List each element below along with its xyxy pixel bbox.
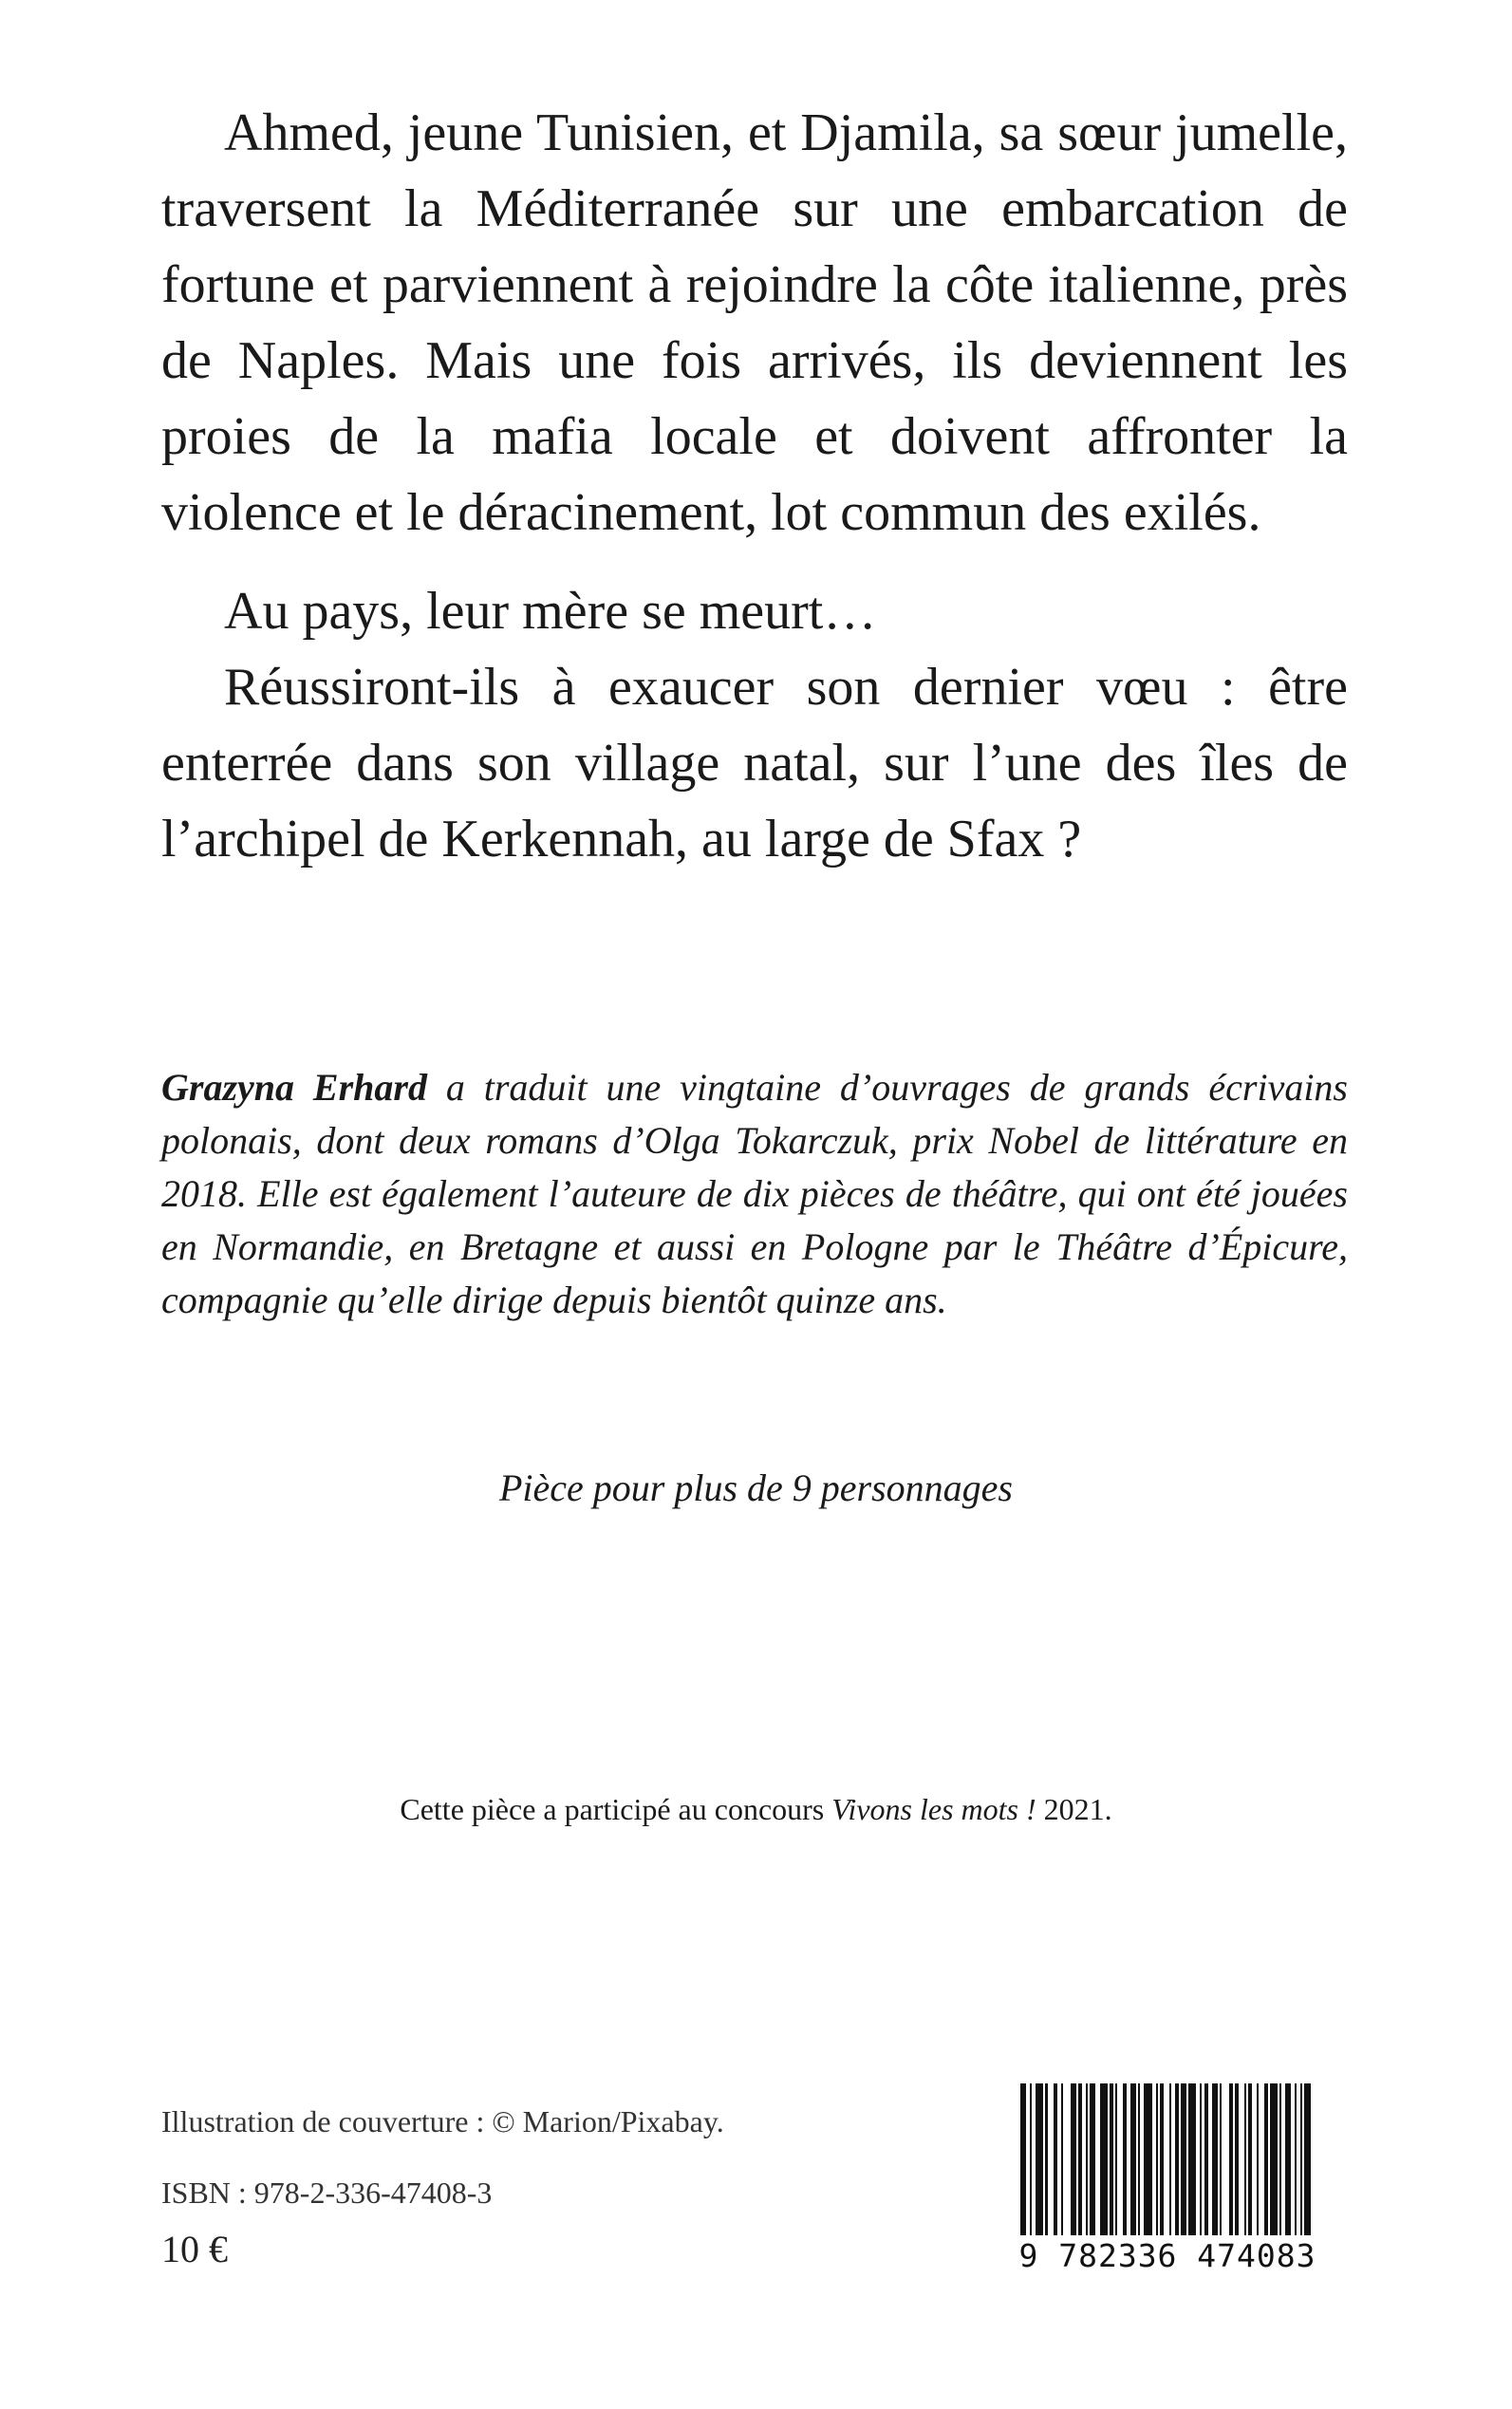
contest-suffix: 2021. <box>1036 1792 1112 1826</box>
cover-credit: Illustration de couverture : © Marion/Pixabay. <box>161 2104 724 2138</box>
barcode-bar <box>1063 2083 1071 2235</box>
contest-note <box>0 1788 1512 1830</box>
price: 10 € <box>161 2228 228 2270</box>
barcode-digits: 9 782336 474083 <box>1018 2237 1316 2274</box>
barcode-bar <box>1222 2083 1229 2235</box>
barcode <box>1011 2083 1324 2278</box>
synopsis <box>161 95 1348 877</box>
barcode-bar <box>1311 2083 1315 2235</box>
barcode-bar <box>1100 2083 1108 2235</box>
contest-name: Vivons les mots ! <box>831 1792 1036 1826</box>
author-name: Grazyna Erhard <box>161 1066 427 1109</box>
barcode-bar <box>1270 2083 1278 2235</box>
author-bio <box>161 1061 1348 1327</box>
barcode-bar <box>1144 2083 1151 2235</box>
genre-note: Pièce pour plus de 9 personnages <box>498 1466 1013 1509</box>
barcode-bar <box>1188 2083 1196 2235</box>
synopsis-paragraph-3: Réussiront-ils à exaucer son dernier vœu : être enterrée dans son village natal, sur l’une des îles de l’archipel de Kerkennah, au large de Sfax ? <box>161 658 1348 868</box>
isbn: ISBN : 978-2-336-47408-3 <box>161 2176 493 2210</box>
barcode-bars <box>1020 2083 1315 2235</box>
barcode-bar <box>1036 2083 1043 2235</box>
synopsis-paragraph-2: Au pays, leur mère se meurt… <box>224 582 877 641</box>
author-bio-text: a traduit une vingtaine d’ouvrages de grands écrivains polonais, dont deux romans d’Olga Tokarczuk, prix Nobel de littérature en 2018. Elle est également l’auteure de dix pièces de théâtre, qui ont été jouées en Normandie, en Bretagne et aussi en Pologne par le Théâtre d’Épicure, compagnie qu’elle dirige depuis bientôt quinze ans. <box>161 1066 1349 1321</box>
contest-prefix: Cette pièce a participé au concours <box>400 1792 832 1826</box>
synopsis-paragraph-1: Ahmed, jeune Tunisien, et Djamila, sa sœur jumelle, traversent la Méditerranée sur une embarcation de fortune et parviennent à rejoindre la côte italienne, près de Naples. Mais une fois arrivés, ils deviennent les proies de la mafia locale et doivent affronter la violence et le déracinement, lot commun des exilés. <box>161 103 1348 542</box>
